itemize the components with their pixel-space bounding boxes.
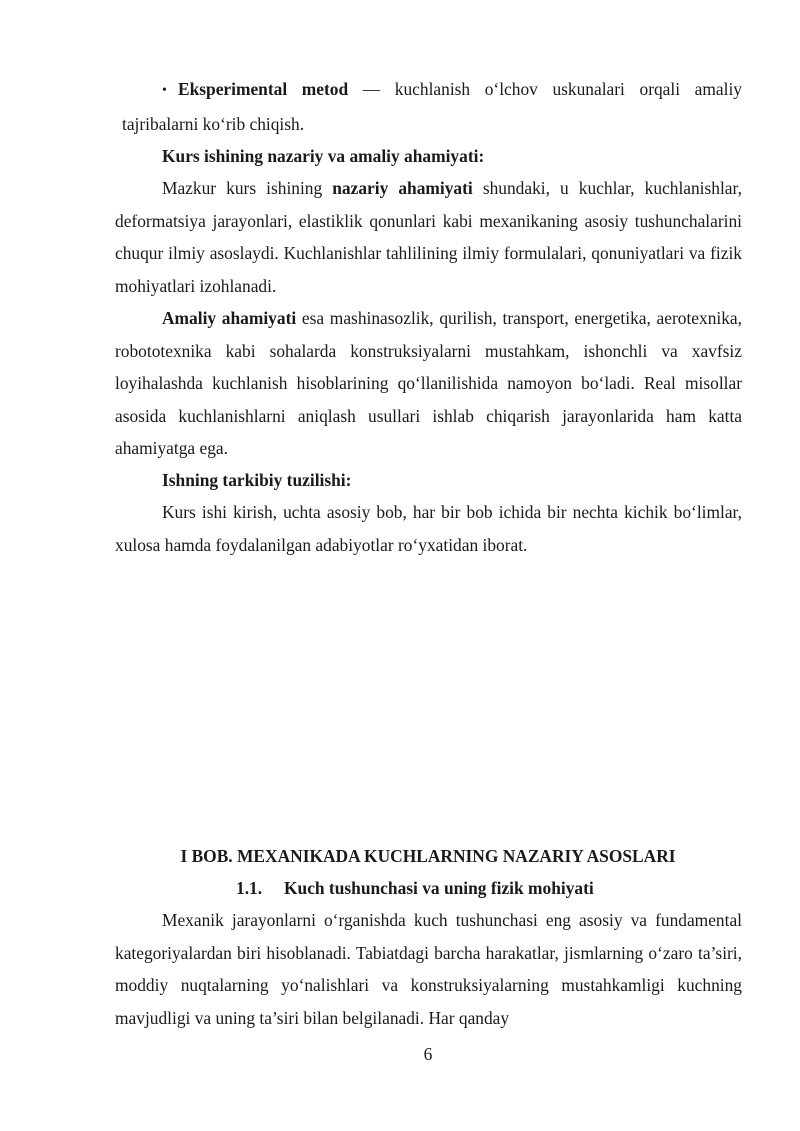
paragraph-practice-bold: Amaliy ahamiyati	[162, 308, 297, 328]
section-heading	[236, 872, 594, 904]
paragraph-theory-rest: shundaki, u kuchlar, kuchlanishlar, deformatsiya jarayonlari, elastiklik qonunlari kabi mexanikaning asosiy tushunchalarini chuqur ilmiy asoslaydi. Kuchlanishlar tahlilining ilmiy formulalari, qonuniyatlari va fizik mohiyatlari izohlanadi.	[115, 178, 742, 296]
chapter-title: I BOB. MEXANIKADA KUCHLARNING NAZARIY ASOSLARI	[180, 846, 676, 866]
heading-structure: Ishning tarkibiy tuzilishi:	[162, 470, 352, 490]
bullet-text: — kuchlanish o‘lchov uskunalari orqali amaliy tajribalarni ko‘rib chiqish.	[122, 79, 742, 134]
paragraph-structure: Kurs ishi kirish, uchta asosiy bob, har bir bob ichida bir nechta kichik bo‘limlar, xulosa hamda foydalanilgan adabiyotlar ro‘yxatidan iborat.	[115, 502, 742, 555]
bullet-term: Eksperimental metod	[178, 79, 349, 99]
section-number: 1.1.	[236, 878, 263, 898]
section-title: Kuch tushunchasi va uning fizik mohiyati	[284, 878, 594, 898]
paragraph-theory-bold: nazariy ahamiyati	[332, 178, 473, 198]
heading-significance: Kurs ishining nazariy va amaliy ahamiyati:	[162, 146, 485, 166]
paragraph-theory	[115, 172, 742, 302]
paragraph-practice	[115, 302, 742, 465]
bullet-item-experimental-method	[122, 73, 742, 140]
page-number: 6	[423, 1044, 433, 1064]
bullet-icon: •	[162, 83, 167, 98]
paragraph-theory-lead: Mazkur kurs ishining	[162, 178, 333, 198]
paragraph-section-body: Mexanik jarayonlarni o‘rganishda kuch tushunchasi eng asosiy va fundamental kategoriyalardan biri hisoblanadi. Tabiatdagi barcha harakatlar, jismlarning o‘zaro ta’siri, moddiy nuqtalarning yo‘nalishlari va konstruksiyalarning mustahkamligi kuchning mavjudligi va uning ta’siri bilan belgilanadi. Har qanday	[115, 910, 742, 1028]
paragraph-practice-rest: esa mashinasozlik, qurilish, transport, energetika, aerotexnika, robototexnika kabi sohalarda konstruksiyalarni mustahkam, ishonchli va xavfsiz loyihalashda kuchlanish hisoblarining qo‘llanilishida namoyon bo‘ladi. Real misollar asosida kuchlanishlarni aniqlash usullari ishlab chiqarish jarayonlarida ham katta ahamiyatga ega.	[115, 308, 743, 458]
